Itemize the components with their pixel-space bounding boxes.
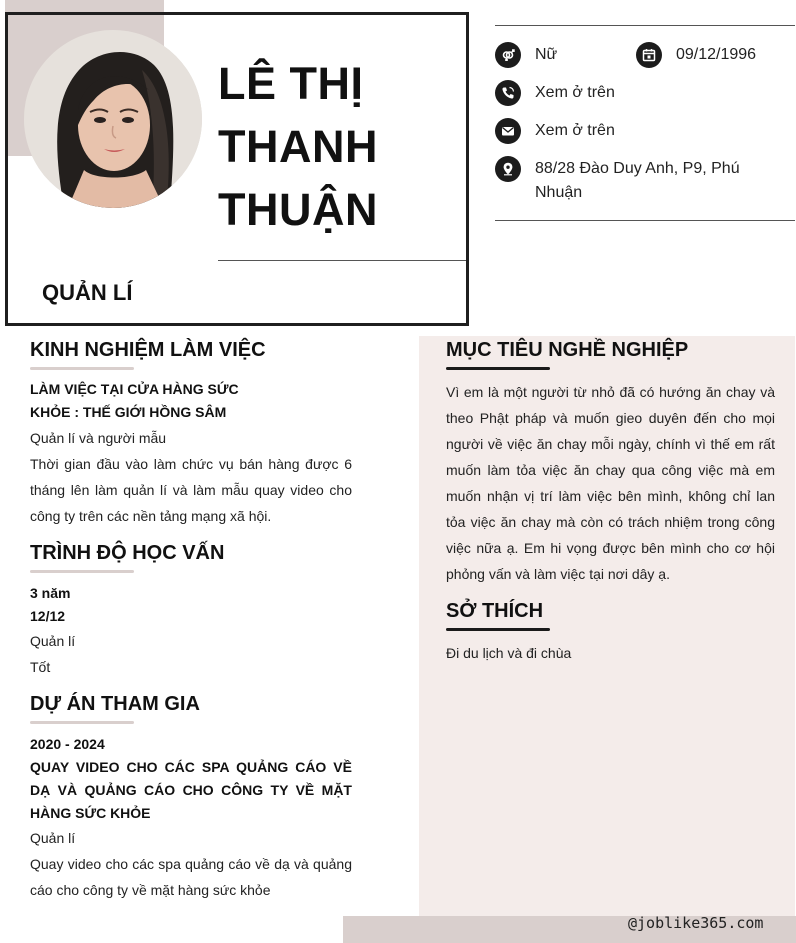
portrait-image xyxy=(24,30,202,208)
phone-icon xyxy=(495,80,521,106)
gender-icon xyxy=(495,42,521,68)
project-role: Quản lí xyxy=(30,830,76,846)
education-grade: 12/12 xyxy=(30,608,66,624)
footer-watermark: @joblike365.com xyxy=(628,914,764,932)
project-description: Quay video cho các spa quảng cáo về dạ và quảng cáo cho công ty về mặt hàng sức khỏe xyxy=(30,856,352,898)
candidate-name xyxy=(218,52,458,241)
contact-phone xyxy=(495,81,615,106)
education-title: TRÌNH ĐỘ HỌC VẤN xyxy=(30,542,225,564)
projects-underline xyxy=(30,721,134,724)
gender-value: Nữ xyxy=(535,46,558,63)
experience-description: Thời gian đầu vào làm chức vụ bán hàng được 6 tháng lên làm quản lí và làm mẫu quay video cho công ty trên các nền tảng mạng xã hội. xyxy=(30,456,352,524)
project-name: QUAY VIDEO CHO CÁC SPA QUẢNG CÁO VỀ DẠ VÀ QUẢNG CÁO CHO CÔNG TY VỀ MẶT HÀNG SỨC KHỎE xyxy=(30,759,352,821)
contact-email xyxy=(495,119,615,144)
birthday-value: 09/12/1996 xyxy=(676,46,757,63)
education-duration: 3 năm xyxy=(30,585,71,601)
hobbies-title: SỞ THÍCH xyxy=(446,600,544,622)
hobbies-text: Đi du lịch và đi chùa xyxy=(446,645,572,661)
name-line-2: THANH xyxy=(218,121,378,172)
education-classification: Tốt xyxy=(30,659,51,675)
email-value: Xem ở trên xyxy=(535,122,615,139)
address-value: 88/28 Đào Duy Anh, P9, Phú Nhuận xyxy=(535,160,740,201)
hobbies-underline xyxy=(446,628,550,631)
experience-title: KINH NGHIỆM LÀM VIỆC xyxy=(30,339,266,361)
contact-gender xyxy=(495,43,557,68)
mail-icon xyxy=(495,118,521,144)
objective-title: MỤC TIÊU NGHỀ NGHIỆP xyxy=(446,339,689,361)
avatar xyxy=(24,30,202,208)
calendar-icon xyxy=(636,42,662,68)
contact-birthday xyxy=(636,43,756,68)
education-underline xyxy=(30,570,134,573)
phone-value: Xem ở trên xyxy=(535,84,615,101)
project-period: 2020 - 2024 xyxy=(30,736,105,752)
objective-underline xyxy=(446,367,550,370)
location-icon xyxy=(495,156,521,182)
objective-text: Vì em là một người từ nhỏ đã có hướng ăn chay và theo Phật pháp và muốn gieo duyên đến cho mọi người về việc ăn chay mỗi ngày, chính vì thế em rất muốn làm tỏa việc ăn chay qua công việc mà em muốn nhận vị trí làm việc bên mình, không chỉ lan tỏa việc ăn chay mà còn có trách nhiệm trong công việc nữa ạ. Em hi vọng được bên mình cho cơ hội phỏng vấn và làm việc tại nơi dây ạ. xyxy=(446,384,775,582)
experience-role: Quản lí và người mẫu xyxy=(30,430,167,446)
contact-address xyxy=(495,157,765,205)
experience-underline xyxy=(30,367,134,370)
experience-company: LÀM VIỆC TẠI CỬA HÀNG SỨC KHỎE : THẾ GIỚI HỒNG SÂM xyxy=(30,381,239,420)
name-line-3: THUẬN xyxy=(218,184,378,235)
job-title: QUẢN LÍ xyxy=(42,280,133,305)
name-line-1: LÊ THỊ xyxy=(218,58,364,109)
projects-title: DỰ ÁN THAM GIA xyxy=(30,693,200,715)
contact-block xyxy=(495,25,795,221)
education-major: Quản lí xyxy=(30,633,76,649)
name-divider xyxy=(218,260,466,261)
